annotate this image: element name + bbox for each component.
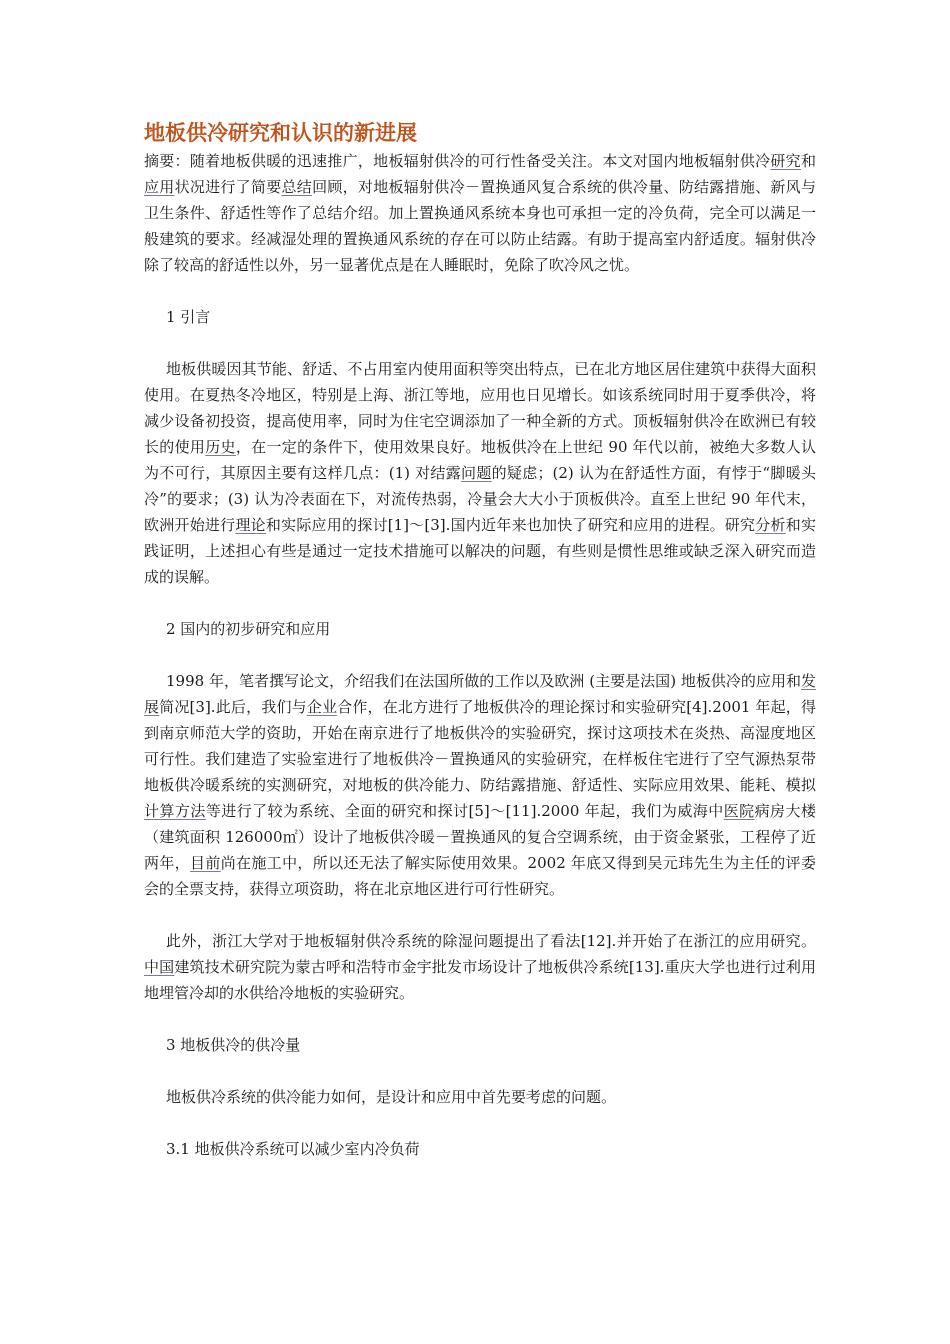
- section2-paragraph-1: [144, 668, 816, 902]
- section2-paragraph-2: [144, 928, 816, 1006]
- section-heading-2: 2 国内的初步研究和应用: [166, 620, 331, 638]
- spacer: [144, 330, 816, 356]
- text-run: 和实践证明，上述担心有些是通过一定技术措施可以解决的问题，有些则是惯性思维或缺乏深入研究而造成的误解。: [144, 516, 816, 586]
- keyword-link-development[interactable]: 发展: [144, 672, 816, 716]
- article-title: 地板供冷研究和认识的新进展: [144, 120, 417, 145]
- text-run: 状况进行了简要: [174, 178, 282, 196]
- text-run: 和实际应用的探讨[1]～[3].国内近年来也加快了研究和应用的进程。研究: [265, 516, 756, 534]
- section1-paragraph: [144, 356, 816, 590]
- text-run: 病房大楼（建筑面积 126000㎡）设计了地板供冷暖－置换通风的复合空调系统，由于资金紧张，工程停了近两年，: [144, 802, 816, 872]
- section-heading-1: 1 引言: [166, 308, 211, 326]
- text-run: 等进行了较为系统、全面的研究和探讨[5]～[11].2000 年起，我们为威海中: [205, 802, 724, 820]
- text-run: 和: [800, 152, 816, 170]
- spacer: [144, 1058, 816, 1084]
- keyword-link-problem[interactable]: 问题: [461, 464, 492, 482]
- text-run: 地板供暖因其节能、舒适、不占用室内使用面积等突出特点，已在北方地区居住建筑中获得大面积使用。在夏热冬冷地区，特别是上海、浙江等地，应用也日见增长。如该系统同时用于夏季供冷，将减少设备初投资，提高使用率，同时为住宅空调添加了一种全新的方式。顶板辐射供冷在欧洲已有较长的使用: [144, 360, 816, 456]
- keyword-link-currently[interactable]: 目前: [190, 854, 221, 872]
- keyword-link-application[interactable]: 应用: [144, 178, 175, 196]
- spacer: [144, 278, 816, 304]
- keyword-link-research[interactable]: 研究: [770, 152, 801, 170]
- text-run: 建筑技术研究院为蒙古呼和浩特市金宇批发市场设计了地板供冷系统[13].重庆大学也进行过利用地埋管冷却的水供给冷地板的实验研究。: [144, 958, 816, 1002]
- keyword-link-china[interactable]: 中国: [144, 958, 175, 976]
- keyword-link-hospital[interactable]: 医院: [723, 802, 755, 820]
- keyword-link-theory[interactable]: 理论: [235, 516, 266, 534]
- section3-paragraph: 地板供冷系统的供冷能力如何，是设计和应用中首先要考虑的问题。: [166, 1088, 617, 1106]
- text-run: 的疑虑；(2) 认为在舒适性方面，有悖于“脚暖头冷”的要求；(3) 认为冷表面在下，对流传热弱，冷量会大大小于顶板供冷。直至上世纪 90 年代末，欧洲开始进行: [144, 464, 816, 534]
- keyword-link-calculation-method[interactable]: 计算方法: [144, 802, 206, 820]
- spacer: [144, 642, 816, 668]
- section-heading-3: 3 地板供冷的供冷量: [166, 1036, 301, 1054]
- subsection-heading-3-1: 3.1 地板供冷系统可以减少室内冷负荷: [166, 1140, 420, 1158]
- text-run: 1998 年，笔者撰写论文，介绍我们在法国所做的工作以及欧洲 (主要是法国) 地板供冷的应用和: [166, 672, 801, 690]
- keyword-link-analysis[interactable]: 分析: [755, 516, 786, 534]
- document-page: [144, 118, 816, 1162]
- abstract-paragraph: [144, 148, 816, 278]
- text-run: ，在一定的条件下，使用效果良好。地板供冷在上世纪 90 年代以前，被绝大多数人认为不可行，其原因主要有这样几点：(1) 对结露: [144, 438, 816, 482]
- text-run: 合作，在北方进行了地板供冷的理论探讨和实验研究[4].2001 年起，得到南京师范大学的资助，开始在南京进行了地板供冷的实验研究，探讨这项技术在炎热、高湿度地区可行性。我们建造了实验室进行了地板供冷－置换通风的实验研究，在样板住宅进行了空气源热泵带地板供冷暖系统的实测研究，对地板的供冷能力、防结露措施、舒适性、实际应用效果、能耗、模拟: [144, 698, 816, 794]
- keyword-link-summary[interactable]: 总结: [281, 178, 313, 196]
- keyword-link-history[interactable]: 历史: [205, 438, 236, 456]
- text-run: 摘要：随着地板供暖的迅速推广，地板辐射供冷的可行性备受关注。本文对国内地板辐射供冷: [144, 152, 771, 170]
- spacer: [144, 1110, 816, 1136]
- keyword-link-enterprise[interactable]: 企业: [306, 698, 338, 716]
- text-run: 尚在施工中，所以还无法了解实际使用效果。2002 年底又得到吴元玮先生为主任的评委会的全票支持，获得立项资助，将在北京地区进行可行性研究。: [144, 854, 816, 898]
- spacer: [144, 1006, 816, 1032]
- text-run: 简况[3].此后，我们与: [159, 698, 307, 716]
- text-run: 此外，浙江大学对于地板辐射供冷系统的除湿问题提出了看法[12].并开始了在浙江的应用研究。: [166, 932, 816, 950]
- spacer: [144, 902, 816, 928]
- text-run: 回顾，对地板辐射供冷－置换通风复合系统的供冷量、防结露措施、新风与卫生条件、舒适性等作了总结介绍。加上置换通风系统本身也可承担一定的冷负荷，完全可以满足一般建筑的要求。经减湿处理的置换通风系统的存在可以防止结露。有助于提高室内舒适度。辐射供冷除了较高的舒适性以外，另一显著优点是在人睡眠时，免除了吹冷风之忧。: [144, 178, 816, 274]
- spacer: [144, 590, 816, 616]
